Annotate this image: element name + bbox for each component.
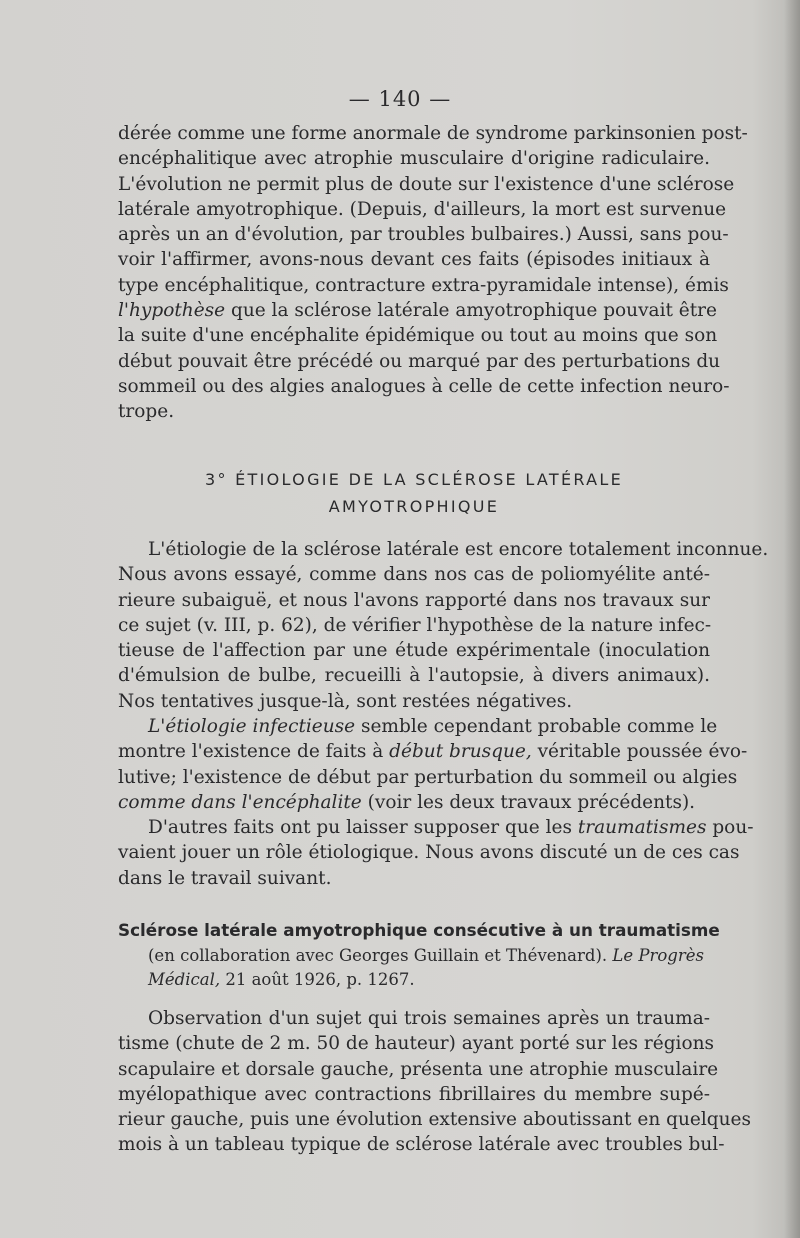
paragraph-infectieuse [118,714,748,815]
page-number: — 140 — [348,87,452,111]
section-heading [118,466,710,520]
text-line: sommeil ou des algies analogues à celle de cette infection neuro- [118,375,730,397]
text-line: rieur gauche, puis une évolution extensive aboutissant en quelques [118,1109,751,1131]
italic-journal-name: Médical, [148,970,221,989]
text-fragment: pou- [706,817,754,838]
text-line: début pouvait être précédé ou marqué par des perturbations du [118,350,721,372]
section-heading-line1: 3° ÉTIOLOGIE DE LA SCLÉROSE LATÉRALE [204,470,624,489]
text-fragment: (voir les deux travaux précédents). [361,791,696,813]
text-line: rieure subaiguë, et nous l'avons rapporté dans nos travaux sur [118,589,710,611]
text-line: L'évolution ne permit plus de doute sur l'existence d'une sclérose [118,173,735,195]
text-line: Observation d'un sujet qui trois semaines après un trauma- [148,1008,710,1029]
text-line [118,298,717,323]
text-line: Nos tentatives jusque-là, sont restées négatives. [118,690,573,712]
text-line: Nous avons essayé, comme dans nos cas de poliomyélite anté- [118,564,710,586]
paragraph-observation [118,1006,751,1158]
text-line: lutive; l'existence de début par perturbation du sommeil ou algies [118,766,738,788]
text-line: la suite d'une encéphalite épidémique ou tout au moins que son [118,325,718,347]
text-line: myélopathique avec contractions fibrillaires du membre supé- [118,1083,710,1105]
italic-encephalite: comme dans l'encéphalite [118,791,362,813]
reference-title: Sclérose latérale amyotrophique consécutive à un traumatisme [118,920,720,940]
italic-traumatismes: traumatismes [577,817,707,838]
text-line: d'émulsion de bulbe, recueilli à l'autopsie, à divers animaux). [118,665,710,687]
text-fragment: véritable poussée évo- [531,741,748,763]
text-line [118,790,710,815]
text-line: dans le travail suivant. [118,867,332,889]
text-line [118,739,748,764]
text-line: dérée comme une forme anormale de syndrome parkinsonien post- [118,123,748,144]
text-line: ce sujet (v. III, p. 62), de vérifier l'hypothèse de la nature infec- [118,614,712,636]
text-fragment: D'autres faits ont pu laisser supposer que les [148,817,578,838]
italic-etiologie-infectieuse: L'étiologie infectieuse [148,716,356,737]
text-line: type encéphalitique, contracture extra-pyramidale intense), émis [118,274,729,296]
reference-detail-line [148,944,710,968]
italic-debut-brusque: début brusque, [389,741,532,763]
text-line: trope. [118,401,175,423]
text-line: tisme (chute de 2 m. 50 de hauteur) ayant porté sur les régions [118,1033,715,1055]
page-edge-shadow [784,0,800,1238]
text-line: vaient jouer un rôle étiologique. Nous avons discuté un de ces cas [118,842,740,864]
text-line: tieuse de l'affection par une étude expérimentale (inoculation [118,640,710,662]
text-fragment: semble cependant probable comme le [355,716,718,737]
reference-detail [148,944,710,992]
text-fragment: que la sclérose latérale amyotrophique pouvait être [225,300,717,322]
text-line: latérale amyotrophique. (Depuis, d'ailleurs, la mort est survenue [118,198,727,220]
paragraph-etiologie [118,537,769,714]
section-heading-line2: AMYOTROPHIQUE [328,497,500,516]
text-line: encéphalitique avec atrophie musculaire d'origine radiculaire. [118,148,710,170]
italic-hypothese: l'hypothèse [118,300,226,322]
italic-journal-name: Le Progrès [612,946,704,965]
text-line: L'étiologie de la sclérose latérale est encore totalement inconnue. [148,539,769,560]
text-line: mois à un tableau typique de sclérose latérale avec troubles bul- [118,1134,725,1156]
text-line [118,714,718,739]
reference-detail-line [148,968,710,992]
text-line: scapulaire et dorsale gauche, présenta une atrophie musculaire [118,1058,719,1080]
text-line: voir l'affirmer, avons-nous devant ces faits (épisodes initiaux à [118,249,710,271]
text-fragment: (en collaboration avec Georges Guillain et Thévenard). [148,946,613,965]
text-fragment: 21 août 1926, p. 1267. [220,970,415,989]
paragraph-traumatismes [118,815,754,891]
text-line: après un an d'évolution, par troubles bulbaires.) Aussi, sans pou- [118,224,729,246]
paragraph-continuation [118,121,748,425]
text-line [118,815,754,840]
text-fragment: montre l'existence de faits à [118,741,390,763]
